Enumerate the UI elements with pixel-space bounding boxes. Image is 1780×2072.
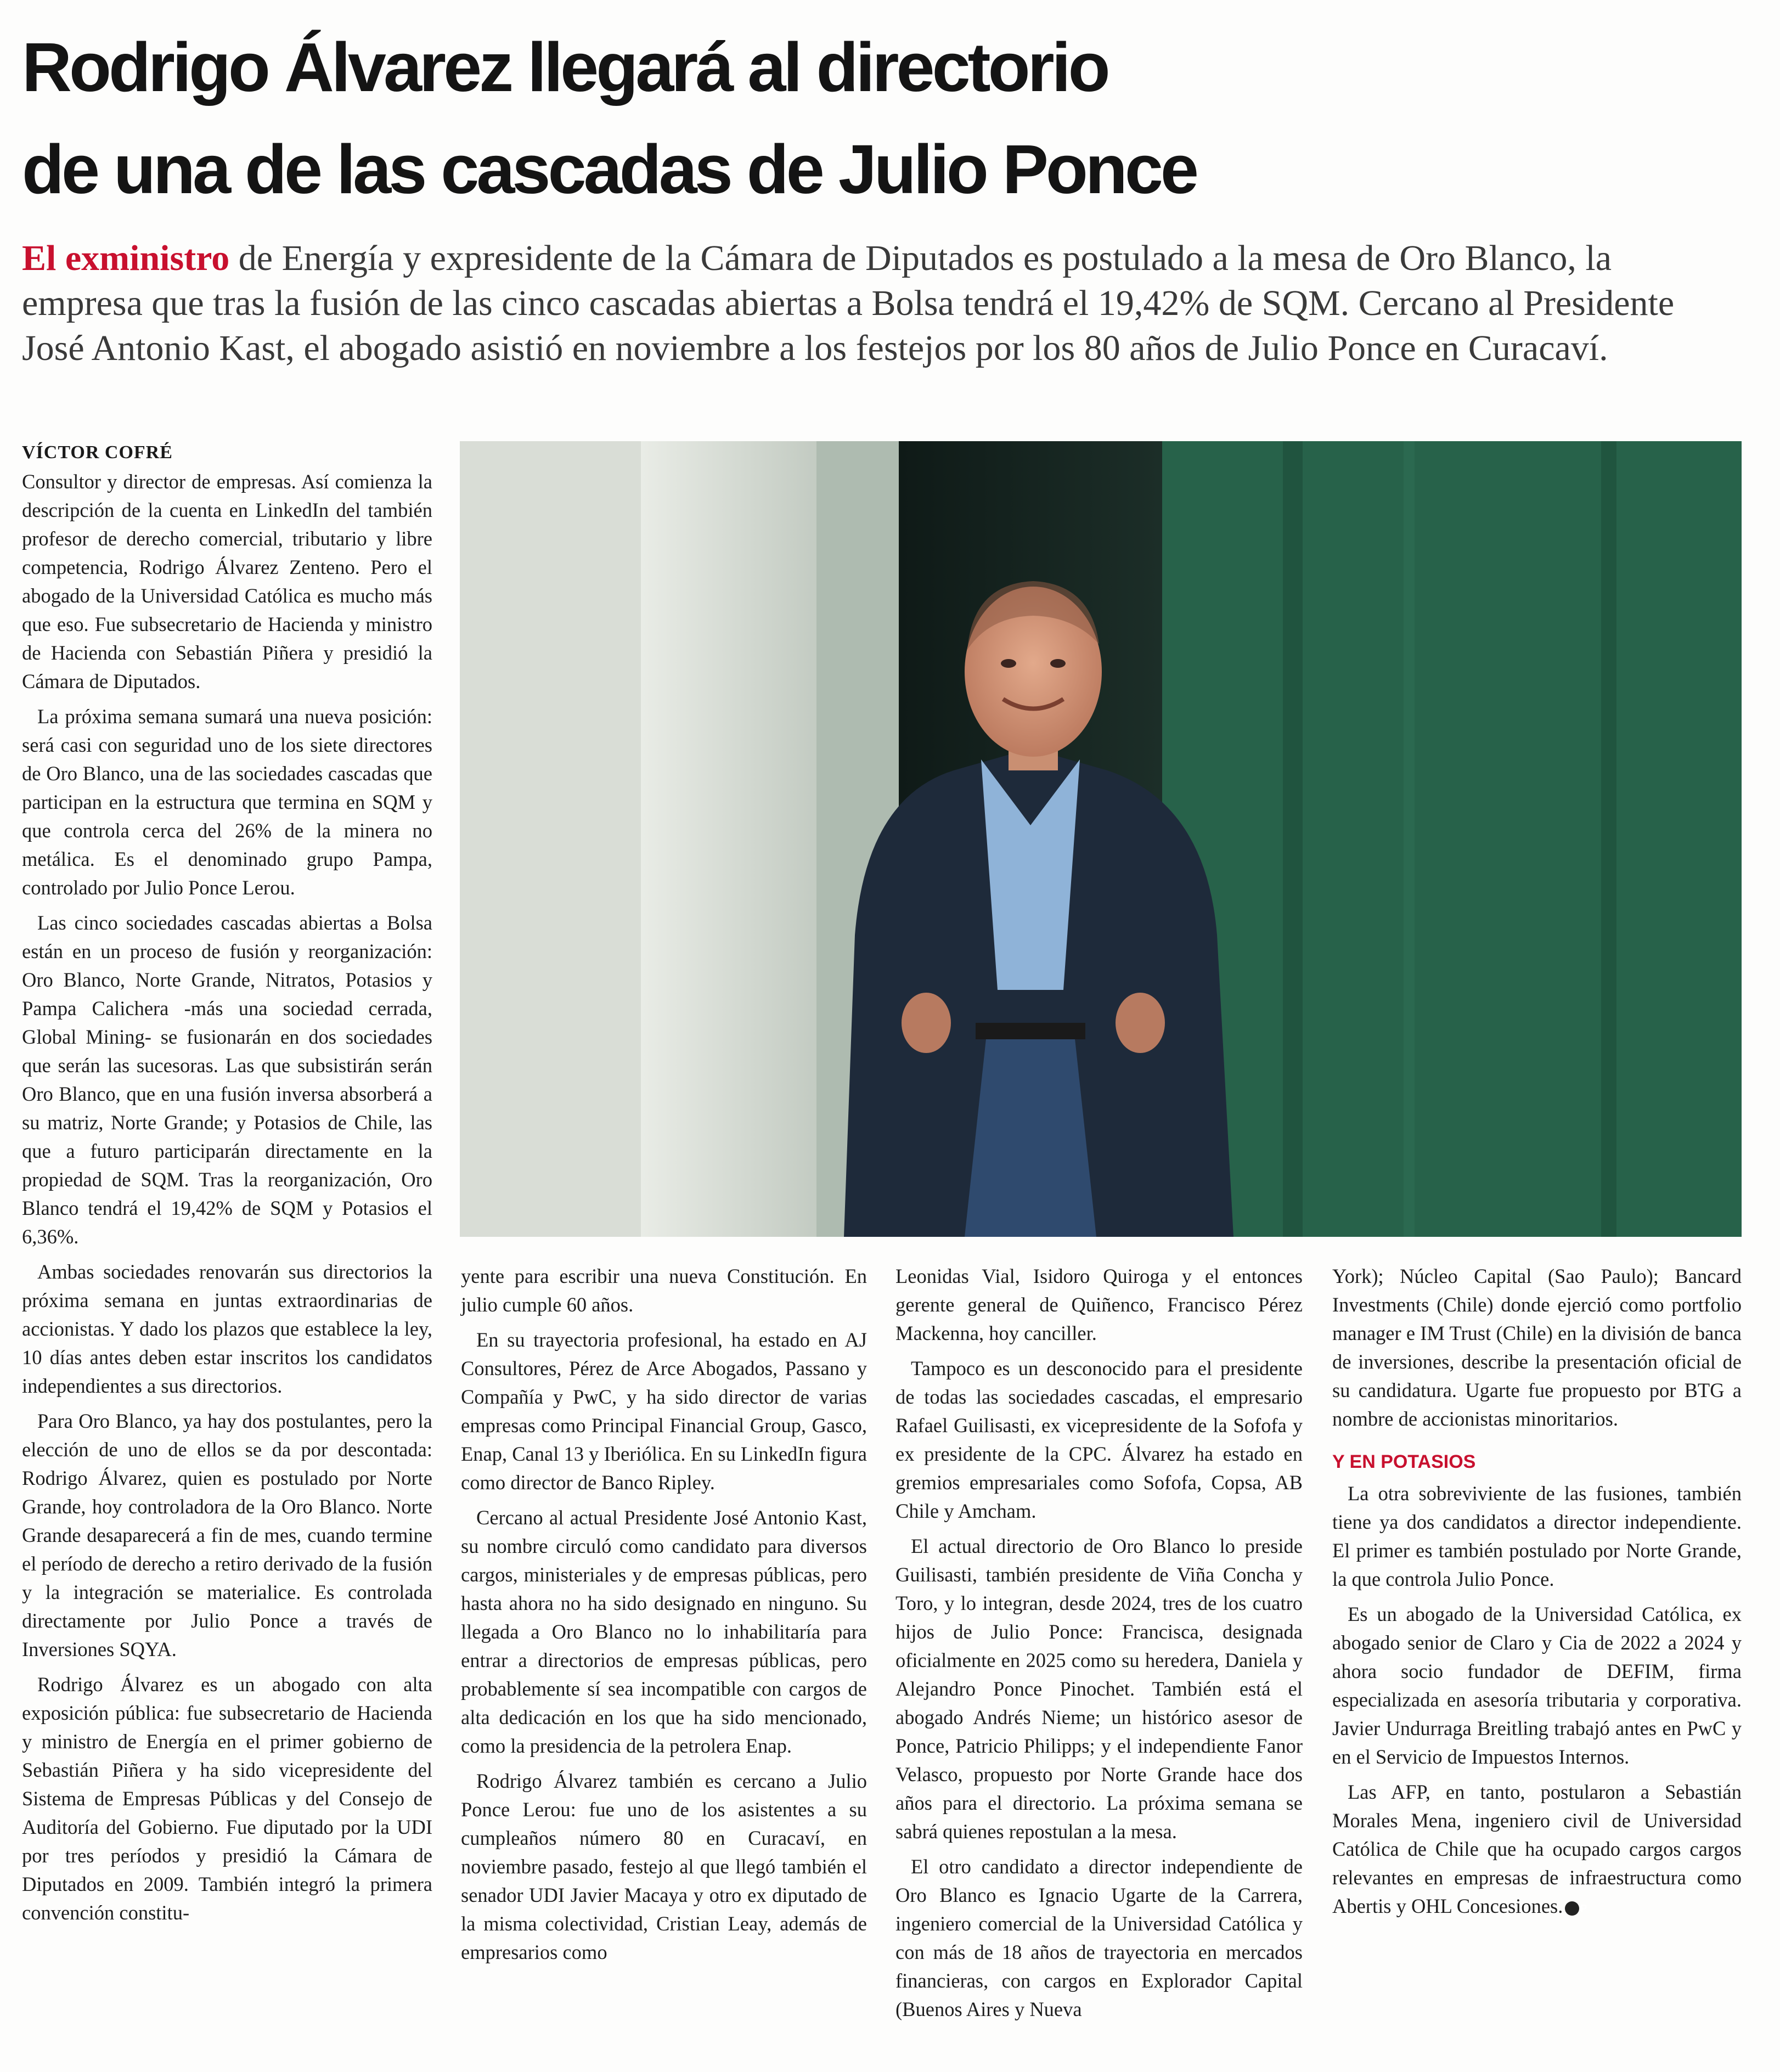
paragraph: Rodrigo Álvarez es un abogado con alta exposición pública: fue subsecretario de Hacienda y ministro de Energía en el primer gobierno de Sebastián Piñera y ha sido vicepresidente del Sistema de Empresas Públicas y del Consejo de Auditoría del Gobierno. Fue diputado por la UDI por tres períodos y presidió la Cámara de Diputados en 2009. También integró la primera convención constitu- — [22, 1673, 432, 1924]
section-subhead: Y EN POTASIOS — [1332, 1451, 1476, 1472]
portrait-photo — [460, 441, 1742, 1237]
paragraph: Cercano al actual Presidente José Antonio Kast, su nombre circuló como candidato para diversos cargos, ministeriales y de empresas públicas, pero hasta ahora no ha sido designado en ninguno. Su llegada a Oro Blanco no lo inhabilitaría para entrar a directorios de empresas públicas, pero probablemente sí sea incompatible con cargos de alta dedicación en los que ha sido mencionado, como la presidencia de la petrolera Enap. — [461, 1506, 867, 1757]
deck-lead: El exministro — [22, 238, 230, 278]
paragraph: La otra sobreviviente de las fusiones, también tiene ya dos candidatos a director independiente. El primer es también postulado por Norte Grande, la que controla Julio Ponce. — [1332, 1482, 1742, 1590]
paragraph: Para Oro Blanco, ya hay dos postulantes, pero la elección de uno de ellos se da por descontada: Rodrigo Álvarez, quien es postulado por Norte Grande, hoy controladora de la Oro Blanco. Norte Grande desaparecerá a fin de mes, cuando termine el período de derecho a retiro derivado de la fusión y la integración se materialice. Es controlada directamente por Julio Ponce a través de Inversiones SQYA. — [22, 1410, 432, 1660]
paragraph: Ambas sociedades renovarán sus directorios la próxima semana en juntas extraordinarias de accionistas. Y dado los plazos que establece la ley, 10 días antes deben estar inscritos los candidatos independientes a sus directorios. — [22, 1260, 432, 1397]
paragraph: Tampoco es un desconocido para el presidente de todas las sociedades cascadas, el empresario Rafael Guilisasti, ex vicepresidente de la Sofofa y ex presidente de la CPC. Álvarez ha estado en gremios empresariales como Sofofa, Copsa, AB Chile y Amcham. — [895, 1357, 1303, 1522]
paragraph: York); Núcleo Capital (Sao Paulo); Bancard Investments (Chile) donde ejerció como portfolio manager e IM Trust (Chile) en la división de banca de inversiones, describe la presentación oficial de su candidatura. Ugarte fue propuesto por BTG a nombre de accionistas minoritarios. — [1332, 1265, 1742, 1430]
paragraph: En su trayectoria profesional, ha estado en AJ Consultores, Pérez de Arce Abogados, Passano y Compañía y PwC, y ha sido director de varias empresas como Principal Financial Group, Gasco, Enap, Canal 13 y Iberiólica. En su LinkedIn figura como director de Banco Ripley. — [461, 1328, 867, 1494]
paragraph: La próxima semana sumará una nueva posición: será casi con seguridad uno de los siete directores de Oro Blanco, una de las sociedades cascadas que participan en la estructura que termina en SQM y que controla cerca del 26% de la minera no metálica. Es el denominado grupo Pampa, controlado por Julio Ponce Lerou. — [22, 705, 432, 899]
paragraph: Leonidas Vial, Isidoro Quiroga y el entonces gerente general de Quiñenco, Francisco Pérez Mackenna, hoy canciller. — [895, 1265, 1303, 1344]
body-column-2 — [461, 1262, 867, 1973]
body-column-1 — [22, 468, 432, 1934]
paragraph-last — [1332, 1778, 1742, 1921]
portrait-photo-icon — [460, 441, 1742, 1237]
paragraph-text: Las AFP, en tanto, postularon a Sebastián Morales Mena, ingeniero civil de Universidad Católica de Chile que ha ocupado cargos cargos relevantes en empresas de infraestructura como Abertis y OHL Concesiones. — [1332, 1781, 1742, 1917]
deck-summary — [22, 236, 1712, 371]
paragraph: El actual directorio de Oro Blanco lo preside Guilisasti, también presidente de Viña Concha y Toro, y lo integran, desde 2024, tres de los cuatro hijos de Julio Ponce: Francisca, designada oficialmente en 2025 como su heredera, Daniela y Alejandro Ponce Pinochet. También está el abogado Andrés Nieme; un histórico asesor de Ponce, Patricio Philipps; y el independiente Fanor Velasco, propuesto por Norte Grande hace dos años para el directorio. La próxima semana se sabrá quienes repostulan a la mesa. — [895, 1535, 1303, 1843]
headline-line-1: Rodrigo Álvarez llegará al directorio — [22, 29, 1108, 106]
paragraph: Es un abogado de la Universidad Católica, ex abogado senior de Claro y Cia de 2022 a 2024 y ahora socio fundador de DEFIM, firma especializada en asesoría tributaria y corporativa. Javier Undurraga Breitling trabajó antes en PwC y en el Servicio de Impuestos Internos. — [1332, 1603, 1742, 1768]
paragraph: yente para escribir una nueva Constitución. En julio cumple 60 años. — [461, 1265, 867, 1316]
paragraph: El otro candidato a director independiente de Oro Blanco es Ignacio Ugarte de la Carrera, ingeniero comercial de la Universidad Católica y con más de 18 años de trayectoria en mercados financieras, con cargos en Explorador Capital (Buenos Aires y Nueva — [895, 1855, 1303, 2020]
paragraph: Rodrigo Álvarez también es cercano a Julio Ponce Lerou: fue uno de los asistentes a su cumpleaños número 80 en Curacaví, en noviembre pasado, festejo al que llegó también el senador UDI Javier Macaya y otro ex diputado de la misma colectividad, Cristian Leay, además de empresarios como — [461, 1770, 867, 1963]
headline-line-2: de una de las cascadas de Julio Ponce — [22, 131, 1196, 208]
body-column-3 — [895, 1262, 1303, 2030]
body-column-4 — [1332, 1262, 1742, 1927]
headline — [22, 16, 1756, 221]
deck-text: de Energía y expresidente de la Cámara de Diputados es postulado a la mesa de Oro Blanco, la empresa que tras la fusión de las cinco cascadas abiertas a Bolsa tendrá el 19,42% de SQM. Cercano al Presidente José Antonio Kast, el abogado asistió en noviembre a los festejos por los 80 años de Julio Ponce en Curacaví. — [22, 238, 1675, 368]
paragraph: Consultor y director de empresas. Así comienza la descripción de la cuenta en LinkedIn del también profesor de derecho comercial, tributario y libre competencia, Rodrigo Álvarez Zenteno. Pero el abogado de la Universidad Católica es mucho más que eso. Fue subsecretario de Hacienda y ministro de Hacienda con Sebastián Piñera y presidió la Cámara de Diputados. — [22, 470, 432, 692]
byline: VÍCTOR COFRÉ — [22, 442, 173, 463]
paragraph: Las cinco sociedades cascadas abiertas a Bolsa están en un proceso de fusión y reorganización: Oro Blanco, Norte Grande, Nitratos, Potasios y Pampa Calichera -más una sociedad cerrada, Global Mining- se fusionarán en dos sociedades que serán las sucesoras. Las que subsistirán serán Oro Blanco, que en una fusión inversa absorberá a su matriz, Norte Grande; y Potasios de Chile, las que a futuro participarán directamente en la propiedad de SQM. Tras la reorganización, Oro Blanco tendrá el 19,42% de SQM y Potasios el 6,36%. — [22, 911, 432, 1248]
end-mark-icon: P — [1565, 1901, 1579, 1916]
